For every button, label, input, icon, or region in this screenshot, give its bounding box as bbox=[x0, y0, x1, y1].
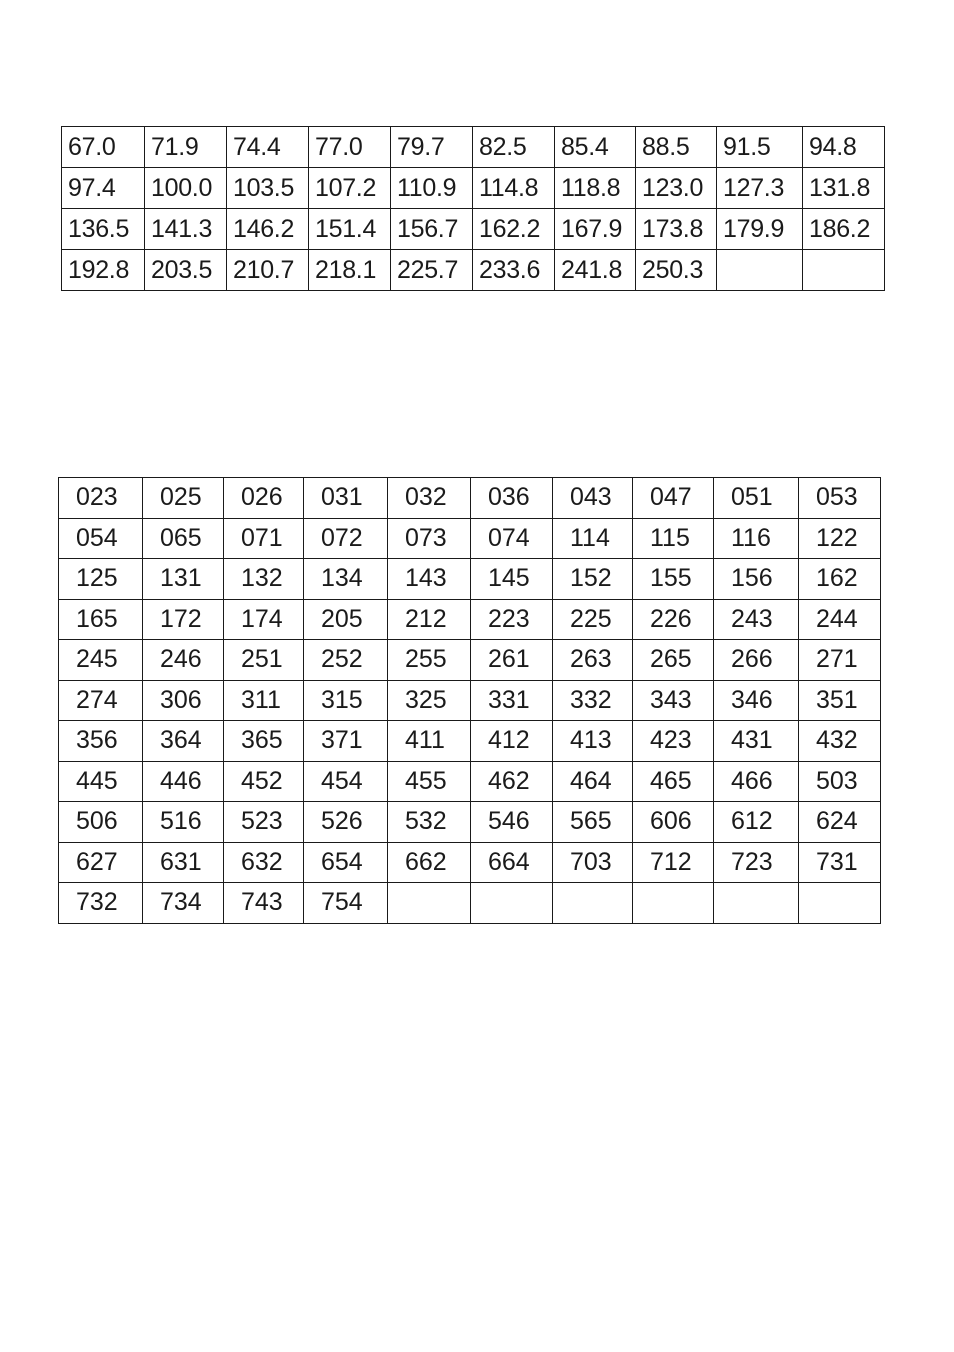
table-cell: 136.5 bbox=[62, 209, 145, 250]
table-cell: 025 bbox=[143, 478, 224, 519]
table-cell: 110.9 bbox=[391, 168, 473, 209]
table-cell bbox=[714, 883, 799, 924]
table-cell: 174 bbox=[224, 599, 304, 640]
table-cell: 252 bbox=[304, 640, 388, 681]
table-cell: 205 bbox=[304, 599, 388, 640]
table-cell: 356 bbox=[59, 721, 143, 762]
table-cell: 054 bbox=[59, 518, 143, 559]
table-cell: 526 bbox=[304, 802, 388, 843]
table-cell: 071 bbox=[224, 518, 304, 559]
table-cell: 118.8 bbox=[555, 168, 636, 209]
table-cell: 226 bbox=[633, 599, 714, 640]
table-cell: 143 bbox=[388, 559, 471, 600]
table-cell: 023 bbox=[59, 478, 143, 519]
table-cell: 103.5 bbox=[227, 168, 309, 209]
table-cell: 503 bbox=[799, 761, 881, 802]
table-cell: 162.2 bbox=[473, 209, 555, 250]
table-cell: 723 bbox=[714, 842, 799, 883]
table-row bbox=[59, 721, 881, 762]
table-cell: 332 bbox=[553, 680, 633, 721]
table-cell: 223 bbox=[471, 599, 553, 640]
table-cell: 731 bbox=[799, 842, 881, 883]
table-cell: 606 bbox=[633, 802, 714, 843]
table-cell bbox=[388, 883, 471, 924]
table-cell: 255 bbox=[388, 640, 471, 681]
table-cell: 047 bbox=[633, 478, 714, 519]
table-cell: 664 bbox=[471, 842, 553, 883]
table-cell: 452 bbox=[224, 761, 304, 802]
table-cell: 152 bbox=[553, 559, 633, 600]
table-cell: 631 bbox=[143, 842, 224, 883]
table-cell: 624 bbox=[799, 802, 881, 843]
table-cell: 632 bbox=[224, 842, 304, 883]
ctcss-table-body bbox=[62, 127, 885, 291]
table-row bbox=[59, 802, 881, 843]
dcs-table-body bbox=[59, 478, 881, 924]
table-cell: 165 bbox=[59, 599, 143, 640]
table-cell: 703 bbox=[553, 842, 633, 883]
table-cell: 612 bbox=[714, 802, 799, 843]
table-cell: 100.0 bbox=[145, 168, 227, 209]
table-row bbox=[62, 209, 885, 250]
table-cell: 072 bbox=[304, 518, 388, 559]
table-cell: 662 bbox=[388, 842, 471, 883]
table-cell: 192.8 bbox=[62, 250, 145, 291]
table-cell: 241.8 bbox=[555, 250, 636, 291]
table-row bbox=[59, 518, 881, 559]
table-cell: 455 bbox=[388, 761, 471, 802]
table-cell: 031 bbox=[304, 478, 388, 519]
table-cell bbox=[471, 883, 553, 924]
table-cell: 627 bbox=[59, 842, 143, 883]
table-cell: 145 bbox=[471, 559, 553, 600]
table-cell: 123.0 bbox=[636, 168, 717, 209]
table-cell: 371 bbox=[304, 721, 388, 762]
table-cell: 343 bbox=[633, 680, 714, 721]
table-cell: 125 bbox=[59, 559, 143, 600]
table-cell: 431 bbox=[714, 721, 799, 762]
table-cell: 325 bbox=[388, 680, 471, 721]
table-row bbox=[59, 883, 881, 924]
table-row bbox=[59, 680, 881, 721]
table-cell: 233.6 bbox=[473, 250, 555, 291]
table-cell: 172 bbox=[143, 599, 224, 640]
table-row bbox=[62, 168, 885, 209]
table-cell: 036 bbox=[471, 478, 553, 519]
table-cell: 246 bbox=[143, 640, 224, 681]
table-cell: 251 bbox=[224, 640, 304, 681]
table-cell: 754 bbox=[304, 883, 388, 924]
table-cell: 74.4 bbox=[227, 127, 309, 168]
table-cell: 115 bbox=[633, 518, 714, 559]
table-cell: 114.8 bbox=[473, 168, 555, 209]
table-cell: 179.9 bbox=[717, 209, 803, 250]
table-cell: 263 bbox=[553, 640, 633, 681]
table-cell: 445 bbox=[59, 761, 143, 802]
table-cell: 134 bbox=[304, 559, 388, 600]
table-cell bbox=[717, 250, 803, 291]
table-cell: 79.7 bbox=[391, 127, 473, 168]
table-cell: 245 bbox=[59, 640, 143, 681]
table-cell: 051 bbox=[714, 478, 799, 519]
table-cell: 043 bbox=[553, 478, 633, 519]
ctcss-tone-table bbox=[61, 126, 885, 291]
table-cell: 67.0 bbox=[62, 127, 145, 168]
table-row bbox=[59, 559, 881, 600]
table-cell: 743 bbox=[224, 883, 304, 924]
table-cell: 465 bbox=[633, 761, 714, 802]
table-cell: 107.2 bbox=[309, 168, 391, 209]
table-cell: 565 bbox=[553, 802, 633, 843]
table-cell bbox=[803, 250, 885, 291]
table-cell: 146.2 bbox=[227, 209, 309, 250]
table-cell: 250.3 bbox=[636, 250, 717, 291]
table-row bbox=[59, 640, 881, 681]
table-cell: 411 bbox=[388, 721, 471, 762]
table-cell: 365 bbox=[224, 721, 304, 762]
table-cell: 225 bbox=[553, 599, 633, 640]
table-cell: 074 bbox=[471, 518, 553, 559]
table-cell: 212 bbox=[388, 599, 471, 640]
table-cell: 85.4 bbox=[555, 127, 636, 168]
table-cell: 423 bbox=[633, 721, 714, 762]
table-cell bbox=[553, 883, 633, 924]
table-cell: 243 bbox=[714, 599, 799, 640]
table-cell: 274 bbox=[59, 680, 143, 721]
table-row bbox=[59, 761, 881, 802]
table-cell: 446 bbox=[143, 761, 224, 802]
table-cell: 122 bbox=[799, 518, 881, 559]
table-cell: 026 bbox=[224, 478, 304, 519]
table-cell: 173.8 bbox=[636, 209, 717, 250]
table-cell: 265 bbox=[633, 640, 714, 681]
table-cell: 053 bbox=[799, 478, 881, 519]
table-row bbox=[59, 478, 881, 519]
table-cell: 131 bbox=[143, 559, 224, 600]
table-cell: 141.3 bbox=[145, 209, 227, 250]
table-cell: 151.4 bbox=[309, 209, 391, 250]
table-cell: 311 bbox=[224, 680, 304, 721]
table-cell: 306 bbox=[143, 680, 224, 721]
table-cell: 464 bbox=[553, 761, 633, 802]
table-cell: 132 bbox=[224, 559, 304, 600]
table-cell: 131.8 bbox=[803, 168, 885, 209]
table-cell: 516 bbox=[143, 802, 224, 843]
table-cell: 432 bbox=[799, 721, 881, 762]
table-cell: 523 bbox=[224, 802, 304, 843]
table-cell: 732 bbox=[59, 883, 143, 924]
table-cell: 454 bbox=[304, 761, 388, 802]
table-cell: 155 bbox=[633, 559, 714, 600]
table-row bbox=[62, 127, 885, 168]
table-cell: 073 bbox=[388, 518, 471, 559]
table-cell: 506 bbox=[59, 802, 143, 843]
table-cell: 127.3 bbox=[717, 168, 803, 209]
dcs-code-table bbox=[58, 477, 881, 924]
table-cell: 271 bbox=[799, 640, 881, 681]
table-cell: 91.5 bbox=[717, 127, 803, 168]
table-row bbox=[62, 250, 885, 291]
table-cell: 97.4 bbox=[62, 168, 145, 209]
table-cell: 346 bbox=[714, 680, 799, 721]
table-cell: 413 bbox=[553, 721, 633, 762]
table-cell: 032 bbox=[388, 478, 471, 519]
table-row bbox=[59, 842, 881, 883]
table-cell bbox=[633, 883, 714, 924]
table-cell: 162 bbox=[799, 559, 881, 600]
table-cell: 210.7 bbox=[227, 250, 309, 291]
table-cell: 546 bbox=[471, 802, 553, 843]
table-cell: 712 bbox=[633, 842, 714, 883]
table-cell: 116 bbox=[714, 518, 799, 559]
table-cell: 315 bbox=[304, 680, 388, 721]
table-cell: 266 bbox=[714, 640, 799, 681]
table-cell: 114 bbox=[553, 518, 633, 559]
table-cell: 261 bbox=[471, 640, 553, 681]
table-cell: 156.7 bbox=[391, 209, 473, 250]
table-cell: 71.9 bbox=[145, 127, 227, 168]
table-cell: 331 bbox=[471, 680, 553, 721]
table-cell: 77.0 bbox=[309, 127, 391, 168]
table-cell: 065 bbox=[143, 518, 224, 559]
table-cell: 532 bbox=[388, 802, 471, 843]
table-cell: 203.5 bbox=[145, 250, 227, 291]
table-cell: 364 bbox=[143, 721, 224, 762]
table-cell: 654 bbox=[304, 842, 388, 883]
table-cell: 462 bbox=[471, 761, 553, 802]
table-cell: 412 bbox=[471, 721, 553, 762]
table-cell: 167.9 bbox=[555, 209, 636, 250]
table-row bbox=[59, 599, 881, 640]
table-cell bbox=[799, 883, 881, 924]
table-cell: 218.1 bbox=[309, 250, 391, 291]
table-cell: 82.5 bbox=[473, 127, 555, 168]
table-cell: 244 bbox=[799, 599, 881, 640]
table-cell: 734 bbox=[143, 883, 224, 924]
table-cell: 351 bbox=[799, 680, 881, 721]
table-cell: 88.5 bbox=[636, 127, 717, 168]
table-cell: 225.7 bbox=[391, 250, 473, 291]
table-cell: 466 bbox=[714, 761, 799, 802]
table-cell: 186.2 bbox=[803, 209, 885, 250]
table-cell: 156 bbox=[714, 559, 799, 600]
table-cell: 94.8 bbox=[803, 127, 885, 168]
